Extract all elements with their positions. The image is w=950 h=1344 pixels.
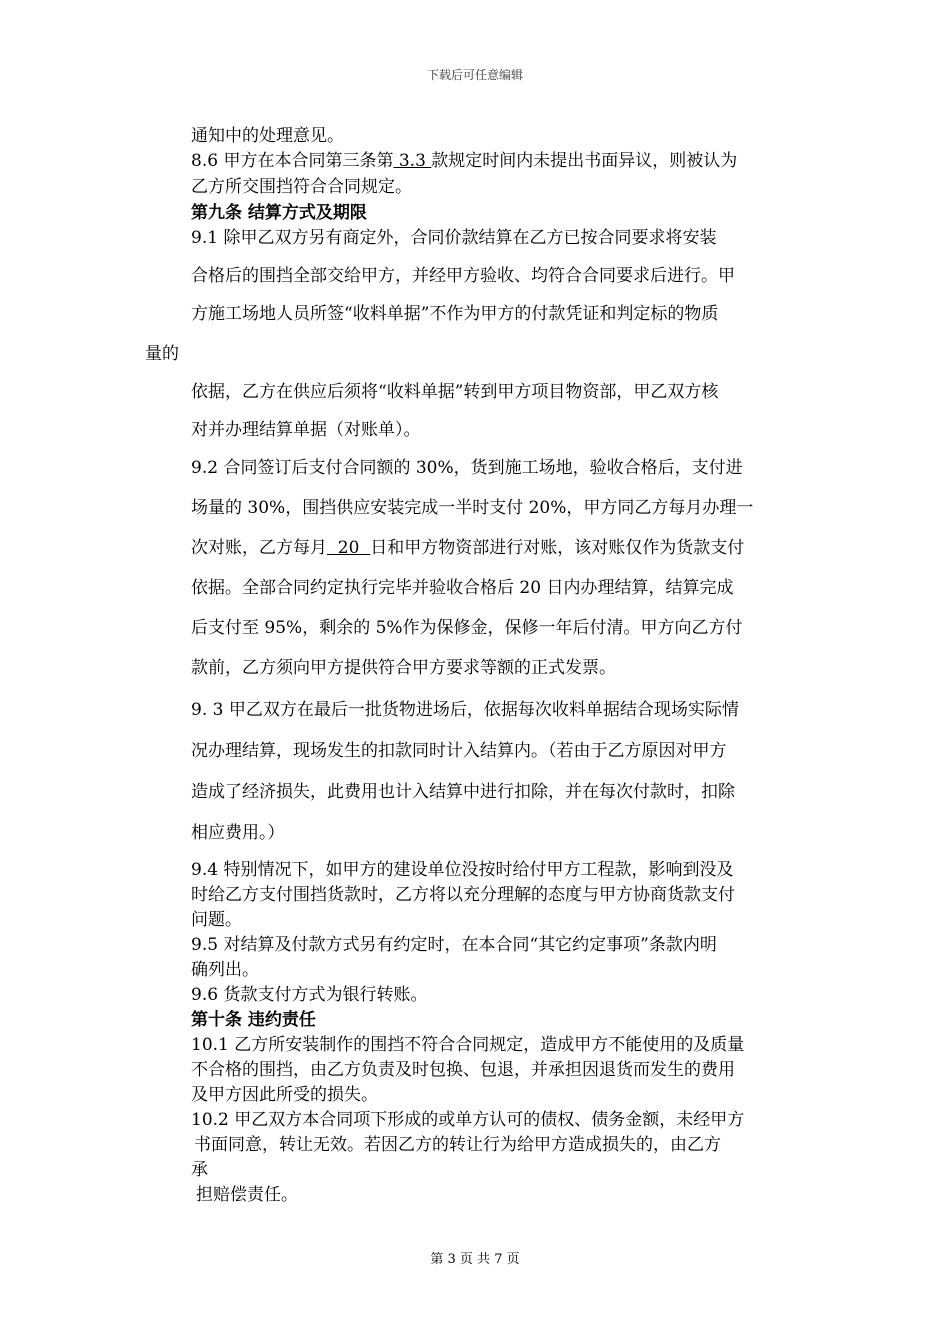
text-line: 9.1 除甲乙双方另有商定外，合同价款结算在乙方已按合同要求将安装 <box>191 228 717 248</box>
text-line <box>191 537 744 559</box>
text-line: 确列出。 <box>191 960 259 980</box>
text-line: 承 <box>191 1160 208 1180</box>
text-line: 不合格的围挡，由乙方负责及时包换、包退，并承担因退货而发生的费用 <box>191 1060 735 1080</box>
text-line: 10.1 乙方所安装制作的围挡不符合合同规定，造成甲方不能使用的及质量 <box>191 1035 745 1055</box>
page-header: 下载后可任意编辑 <box>426 68 523 82</box>
section-heading: 第九条 结算方式及期限 <box>191 203 367 223</box>
text-segment: 日和甲方物资部进行对账，该对账仅作为货款支付 <box>370 538 745 558</box>
text-line: 量的 <box>145 344 179 364</box>
text-line: 9.5 对结算及付款方式另有约定时，在本合同“其它约定事项”条款内明 <box>191 935 717 955</box>
text-line: 担赔偿责任。 <box>196 1185 298 1205</box>
text-line: 对并办理结算单据（对账单）。 <box>191 420 421 440</box>
text-line: 9. 3 甲乙双方在最后一批货物进场后，依据每次收料单据结合现场实际情 <box>191 700 739 720</box>
text-line: 后支付至 95%，剩余的 5%作为保修金，保修一年后付清。甲方向乙方付 <box>191 618 743 638</box>
text-line: 问题。 <box>191 910 242 930</box>
text-line: 乙方所交围挡符合合同规定。 <box>191 177 412 197</box>
text-line: 款前，乙方须向甲方提供符合甲方要求等额的正式发票。 <box>191 658 616 678</box>
underlined-clause-number: 3.3 <box>393 151 432 171</box>
text-line: 方施工场地人员所签“收料单据”不作为甲方的付款凭证和判定标的物质 <box>191 304 719 324</box>
text-segment: 次对账，乙方每月 <box>191 538 327 558</box>
underlined-day-value: 20 <box>327 538 371 558</box>
text-line: 9.6 货款支付方式为银行转账。 <box>191 985 428 1005</box>
text-line <box>191 150 737 172</box>
text-line: 9.2 合同签订后支付合同额的 30%，货到施工场地，验收合格后，支付进 <box>191 458 743 478</box>
text-line: 时给乙方支付围挡货款时，乙方将以充分理解的态度与甲方协商货款支付 <box>191 885 735 905</box>
text-line: 10.2 甲乙双方本合同项下形成的或单方认可的债权、债务金额，未经甲方 <box>191 1110 745 1130</box>
text-line: 场量的 30%，围挡供应安装完成一半时支付 20%，甲方同乙方每月办理一 <box>191 498 754 518</box>
page-footer: 第 3 页 共 7 页 <box>430 1252 520 1267</box>
text-line: 况办理结算，现场发生的扣款同时计入结算内。（若由于乙方原因对甲方 <box>191 741 727 761</box>
text-line: 相应费用。） <box>191 823 285 843</box>
text-line: 依据。全部合同约定执行完毕并验收合格后 20 日内办理结算，结算完成 <box>191 578 734 598</box>
text-line: 书面同意，转让无效。若因乙方的转让行为给甲方造成损失的，由乙方 <box>194 1135 721 1155</box>
text-line: 通知中的处理意见。 <box>191 126 344 146</box>
section-heading: 第十条 违约责任 <box>191 1010 316 1030</box>
text-line: 合格后的围挡全部交给甲方，并经甲方验收、均符合合同要求后进行。甲 <box>191 266 735 286</box>
text-line: 9.4 特别情况下，如甲方的建设单位没按时给付甲方工程款，影响到没及 <box>191 860 734 880</box>
text-line: 造成了经济损失，此费用也计入结算中进行扣除，并在每次付款时，扣除 <box>191 782 735 802</box>
text-line: 依据，乙方在供应后须将“收料单据”转到甲方项目物资部，甲乙双方核 <box>191 382 719 402</box>
text-segment: 8.6 甲方在本合同第三条第 <box>191 151 394 171</box>
text-segment: 款规定时间内未提出书面异议，则被认为 <box>431 151 738 171</box>
text-line: 及甲方因此所受的损失。 <box>191 1085 378 1105</box>
